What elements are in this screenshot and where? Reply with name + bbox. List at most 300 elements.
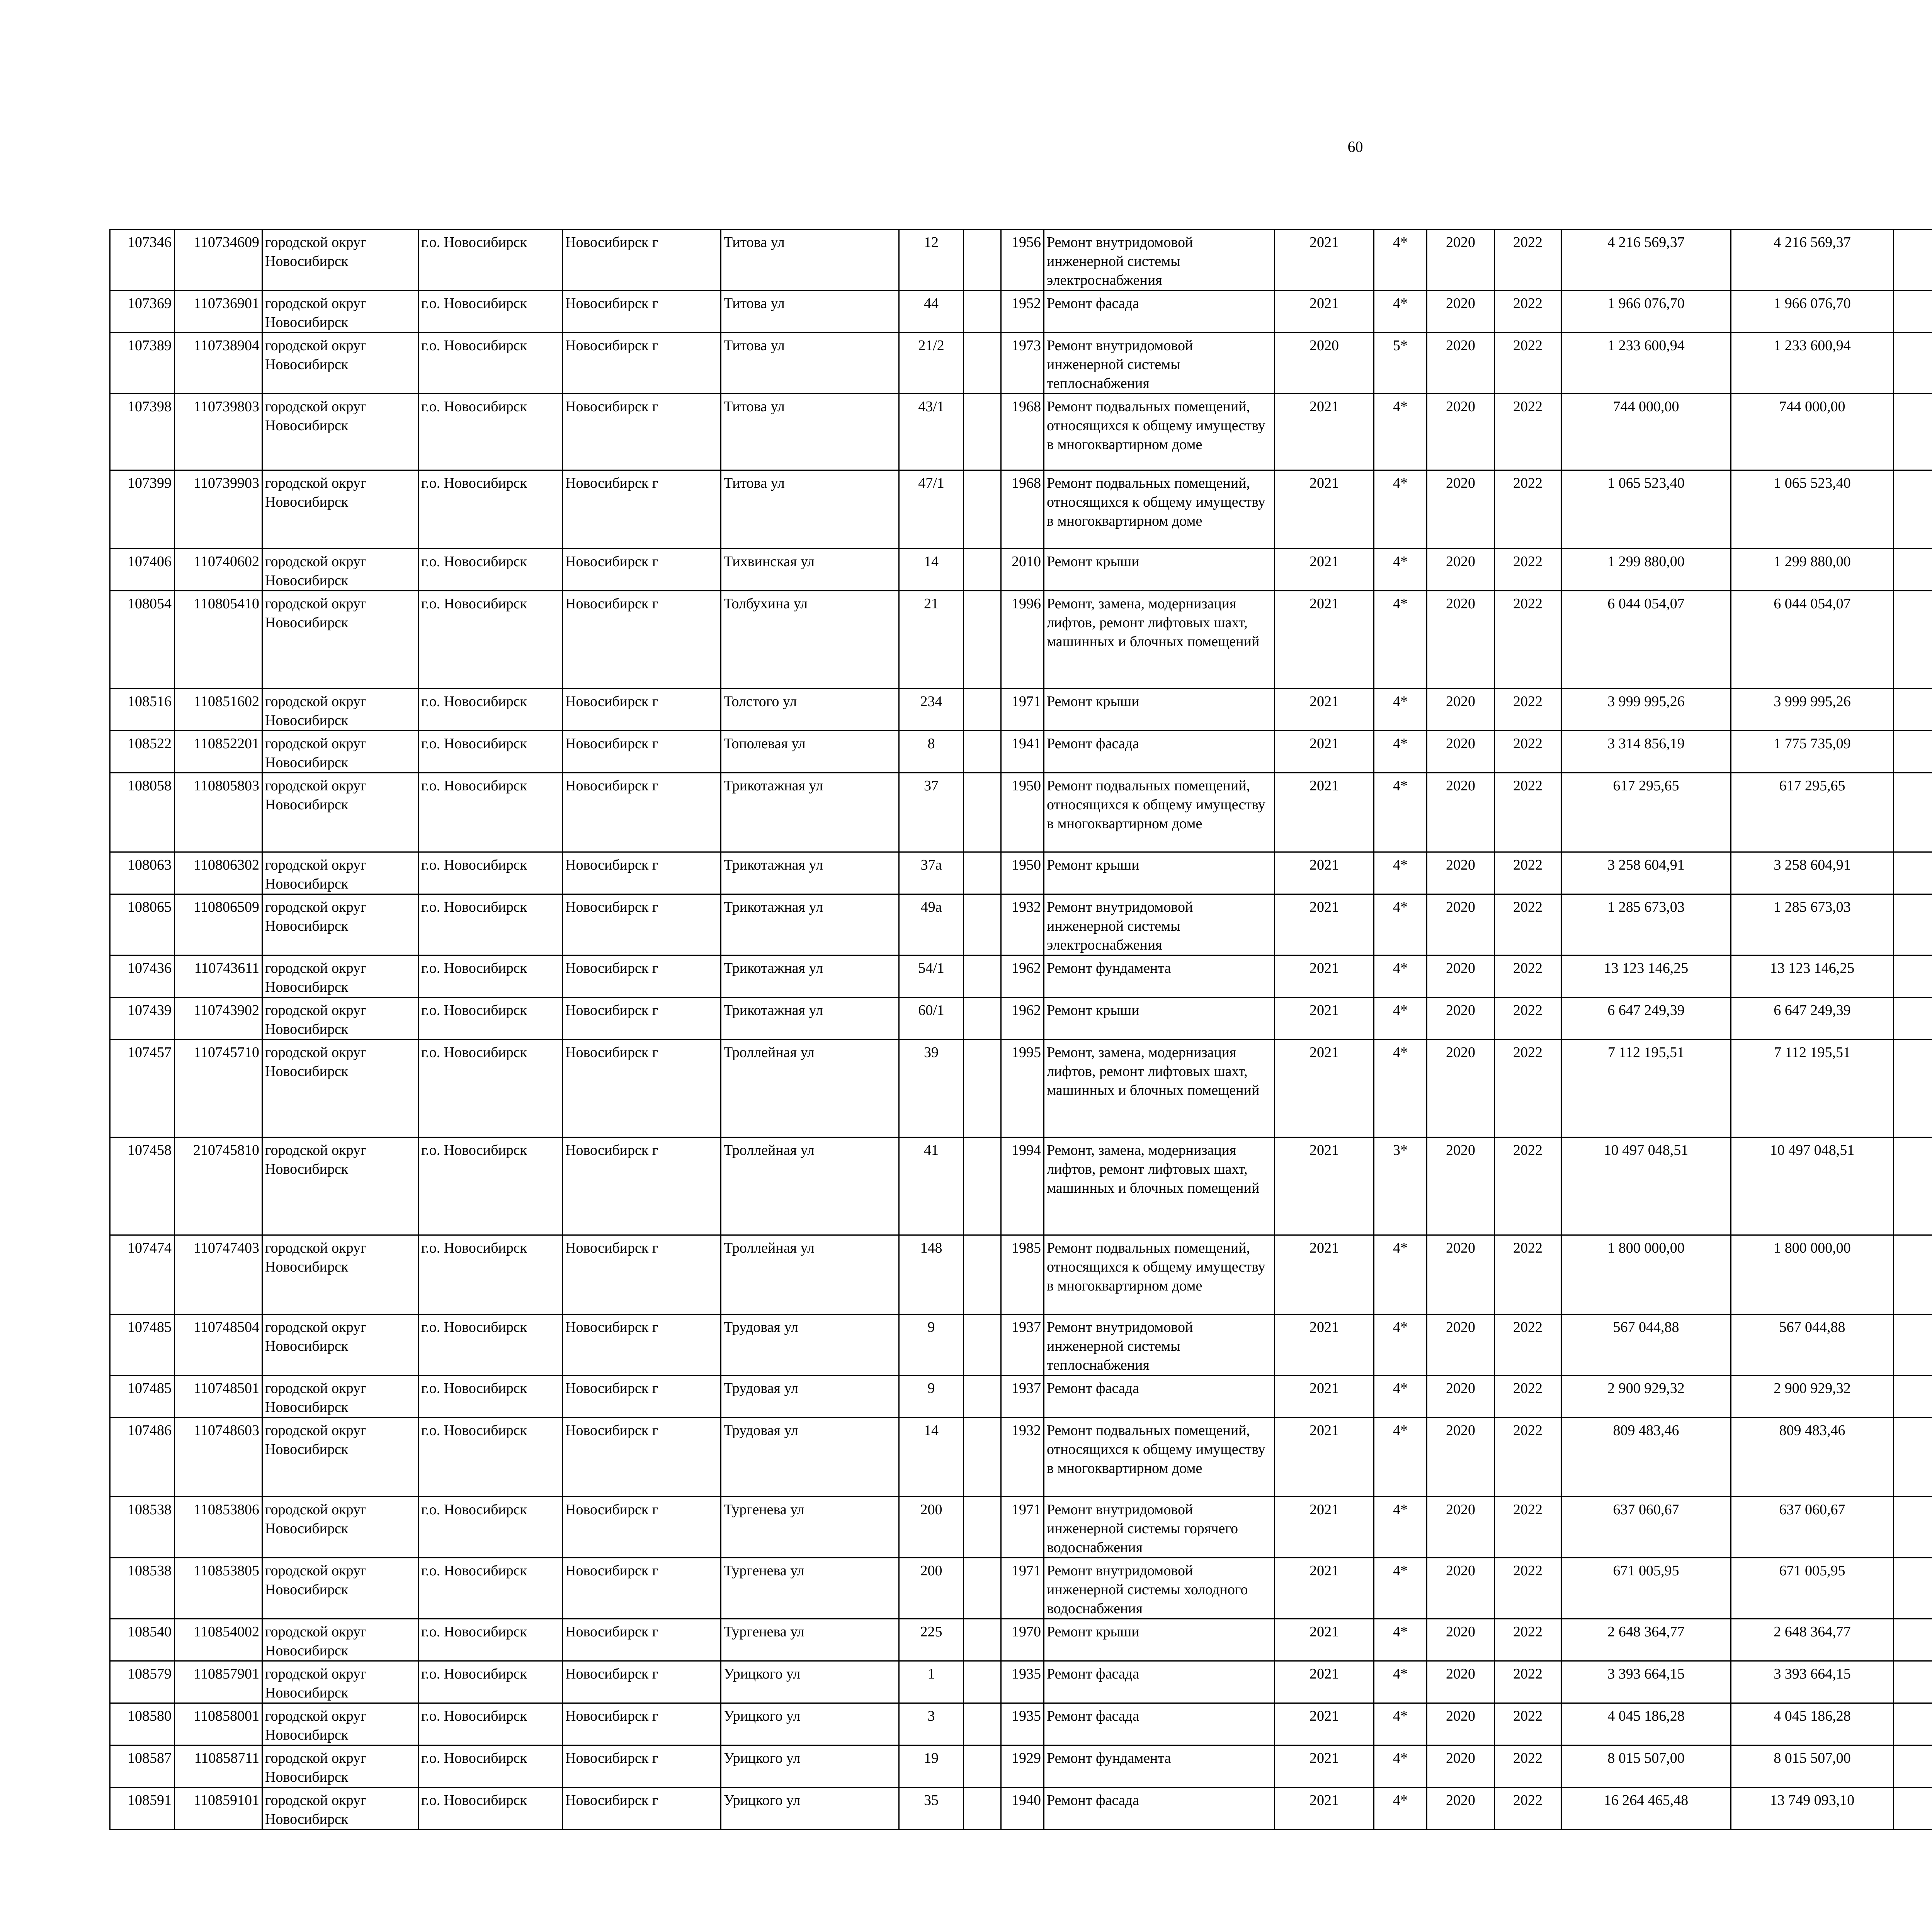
cell-total-cost: 16 264 465,48 [1561,1788,1731,1830]
cell-plan-year: 2021 [1275,1235,1374,1314]
cell-priority: 4* [1374,1314,1427,1376]
cell-year: 1968 [1001,394,1044,470]
cell-priority: 4* [1374,1418,1427,1497]
cell-work-type: Ремонт фундамента [1044,1745,1275,1788]
cell-municipality: городской округ Новосибирск [262,1418,418,1497]
cell-building [964,1788,1001,1830]
cell-uid: 107485 [110,1314,175,1376]
cell-period-start: 2020 [1427,1040,1495,1137]
cell-building [964,291,1001,333]
cell-uid: 107436 [110,955,175,998]
cell-budget-federal [1894,852,1932,894]
cell-house-number: 225 [899,1619,964,1661]
cell-work-type: Ремонт внутридомовой инженерной системы теплоснабжения [1044,333,1275,394]
cell-plan-year: 2021 [1275,1703,1374,1745]
cell-work-type: Ремонт фасада [1044,1661,1275,1703]
cell-house-code: 110853806 [175,1497,262,1558]
cell-plan-year: 2021 [1275,1661,1374,1703]
cell-municipality: городской округ Новосибирск [262,394,418,470]
cell-municipality: городской округ Новосибирск [262,549,418,591]
cell-period-start: 2020 [1427,773,1495,852]
cell-period-end: 2022 [1495,998,1561,1040]
table-row [110,1418,1932,1497]
cell-budget-federal [1894,1745,1932,1788]
cell-municipality: городской округ Новосибирск [262,852,418,894]
page-number: 60 [1347,138,1363,155]
cell-house-number: 14 [899,1418,964,1497]
cell-municipal-short: г.о. Новосибирск [418,1703,563,1745]
cell-priority: 4* [1374,1497,1427,1558]
table-row [110,1703,1932,1745]
cell-period-end: 2022 [1495,1703,1561,1745]
cell-year: 1996 [1001,591,1044,689]
cell-house-number: 9 [899,1376,964,1418]
cell-municipality: городской округ Новосибирск [262,894,418,955]
cell-plan-year: 2021 [1275,1497,1374,1558]
cell-building [964,333,1001,394]
cell-period-start: 2020 [1427,1418,1495,1497]
cell-priority: 4* [1374,1235,1427,1314]
cell-priority: 5* [1374,333,1427,394]
table-row [110,1040,1932,1137]
cell-plan-year: 2021 [1275,1788,1374,1830]
cell-period-end: 2022 [1495,852,1561,894]
cell-total-cost: 1 800 000,00 [1561,1235,1731,1314]
cell-period-start: 2020 [1427,998,1495,1040]
cell-total-cost: 3 393 664,15 [1561,1661,1731,1703]
cell-period-start: 2020 [1427,1314,1495,1376]
cell-municipality: городской округ Новосибирск [262,1788,418,1830]
table-row [110,955,1932,998]
cell-total-cost: 7 112 195,51 [1561,1040,1731,1137]
cell-municipality: городской округ Новосибирск [262,1040,418,1137]
cell-work-type: Ремонт, замена, модернизация лифтов, ремонт лифтовых шахт, машинных и блочных помещений [1044,1137,1275,1235]
cell-period-start: 2020 [1427,689,1495,731]
cell-plan-year: 2021 [1275,1558,1374,1619]
cell-priority: 4* [1374,291,1427,333]
cell-budget-federal [1894,894,1932,955]
cell-fund-cost: 10 497 048,51 [1731,1137,1894,1235]
cell-work-type: Ремонт крыши [1044,852,1275,894]
cell-house-number: 14 [899,549,964,591]
cell-budget-federal [1894,470,1932,549]
cell-house-code: 110858711 [175,1745,262,1788]
cell-house-code: 110805410 [175,591,262,689]
cell-municipal-short: г.о. Новосибирск [418,689,563,731]
cell-building [964,470,1001,549]
cell-period-start: 2020 [1427,955,1495,998]
cell-work-type: Ремонт внутридомовой инженерной системы горячего водоснабжения [1044,1497,1275,1558]
cell-uid: 108065 [110,894,175,955]
cell-municipal-short: г.о. Новосибирск [418,1745,563,1788]
table-row [110,1558,1932,1619]
cell-priority: 4* [1374,549,1427,591]
cell-period-start: 2020 [1427,894,1495,955]
cell-municipality: городской округ Новосибирск [262,773,418,852]
cell-fund-cost: 6 044 054,07 [1731,591,1894,689]
cell-house-number: 1 [899,1661,964,1703]
cell-work-type: Ремонт крыши [1044,689,1275,731]
cell-settlement: Новосибирск г [563,1137,721,1235]
cell-municipal-short: г.о. Новосибирск [418,230,563,291]
cell-municipality: городской округ Новосибирск [262,1703,418,1745]
cell-house-number: 37а [899,852,964,894]
cell-year: 1952 [1001,291,1044,333]
cell-municipal-short: г.о. Новосибирск [418,591,563,689]
cell-building [964,852,1001,894]
cell-municipality: городской округ Новосибирск [262,1235,418,1314]
cell-building [964,1558,1001,1619]
table-row [110,998,1932,1040]
cell-fund-cost: 567 044,88 [1731,1314,1894,1376]
cell-street: Титова ул [721,291,899,333]
cell-municipality: городской округ Новосибирск [262,591,418,689]
cell-building [964,1137,1001,1235]
cell-house-code: 110743611 [175,955,262,998]
cell-settlement: Новосибирск г [563,1376,721,1418]
cell-work-type: Ремонт фасада [1044,1376,1275,1418]
cell-work-type: Ремонт подвальных помещений, относящихся к общему имуществу в многоквартирном доме [1044,773,1275,852]
cell-house-code: 210745810 [175,1137,262,1235]
cell-year: 1950 [1001,773,1044,852]
cell-plan-year: 2021 [1275,1314,1374,1376]
cell-municipality: городской округ Новосибирск [262,230,418,291]
cell-building [964,998,1001,1040]
cell-plan-year: 2021 [1275,773,1374,852]
cell-year: 1956 [1001,230,1044,291]
cell-house-code: 110857901 [175,1661,262,1703]
cell-settlement: Новосибирск г [563,689,721,731]
cell-municipal-short: г.о. Новосибирск [418,852,563,894]
cell-fund-cost: 13 749 093,10 [1731,1788,1894,1830]
cell-budget-federal [1894,689,1932,731]
cell-period-start: 2020 [1427,1703,1495,1745]
cell-street: Трикотажная ул [721,955,899,998]
cell-house-number: 3 [899,1703,964,1745]
cell-plan-year: 2021 [1275,731,1374,773]
cell-house-code: 110806509 [175,894,262,955]
cell-priority: 4* [1374,230,1427,291]
cell-street: Толстого ул [721,689,899,731]
table-row [110,394,1932,470]
cell-work-type: Ремонт фасада [1044,1703,1275,1745]
cell-house-code: 110738904 [175,333,262,394]
cell-year: 1940 [1001,1788,1044,1830]
cell-street: Трудовая ул [721,1314,899,1376]
cell-work-type: Ремонт внутридомовой инженерной системы теплоснабжения [1044,1314,1275,1376]
cell-work-type: Ремонт крыши [1044,1619,1275,1661]
cell-uid: 108579 [110,1661,175,1703]
cell-period-start: 2020 [1427,1745,1495,1788]
cell-house-number: 234 [899,689,964,731]
cell-year: 1937 [1001,1376,1044,1418]
cell-budget-federal [1894,549,1932,591]
cell-period-start: 2020 [1427,1788,1495,1830]
cell-house-number: 200 [899,1558,964,1619]
cell-street: Толбухина ул [721,591,899,689]
cell-period-end: 2022 [1495,333,1561,394]
cell-house-code: 110743902 [175,998,262,1040]
cell-year: 1937 [1001,1314,1044,1376]
cell-fund-cost: 4 216 569,37 [1731,230,1894,291]
cell-fund-cost: 3 999 995,26 [1731,689,1894,731]
cell-year: 1962 [1001,998,1044,1040]
cell-uid: 107474 [110,1235,175,1314]
cell-period-end: 2022 [1495,1661,1561,1703]
cell-period-end: 2022 [1495,773,1561,852]
cell-street: Титова ул [721,470,899,549]
cell-building [964,1619,1001,1661]
cell-house-code: 110739803 [175,394,262,470]
cell-municipal-short: г.о. Новосибирск [418,894,563,955]
cell-period-start: 2020 [1427,1558,1495,1619]
cell-period-start: 2020 [1427,1376,1495,1418]
cell-budget-federal [1894,773,1932,852]
cell-priority: 4* [1374,894,1427,955]
cell-uid: 108538 [110,1497,175,1558]
cell-plan-year: 2021 [1275,1376,1374,1418]
cell-settlement: Новосибирск г [563,394,721,470]
cell-street: Урицкого ул [721,1661,899,1703]
cell-priority: 4* [1374,1788,1427,1830]
cell-settlement: Новосибирск г [563,852,721,894]
cell-uid: 108538 [110,1558,175,1619]
cell-period-end: 2022 [1495,470,1561,549]
cell-year: 1968 [1001,470,1044,549]
cell-building [964,1376,1001,1418]
cell-uid: 108580 [110,1703,175,1745]
cell-total-cost: 567 044,88 [1561,1314,1731,1376]
cell-year: 1971 [1001,1558,1044,1619]
table-row [110,470,1932,549]
cell-total-cost: 3 258 604,91 [1561,852,1731,894]
cell-building [964,1745,1001,1788]
cell-building [964,1040,1001,1137]
cell-uid: 107398 [110,394,175,470]
cell-settlement: Новосибирск г [563,998,721,1040]
cell-street: Троллейная ул [721,1137,899,1235]
cell-house-number: 8 [899,731,964,773]
cell-budget-federal [1894,1040,1932,1137]
cell-priority: 4* [1374,591,1427,689]
cell-street: Урицкого ул [721,1703,899,1745]
cell-year: 1985 [1001,1235,1044,1314]
cell-house-number: 200 [899,1497,964,1558]
cell-house-code: 110745710 [175,1040,262,1137]
cell-period-end: 2022 [1495,549,1561,591]
cell-fund-cost: 4 045 186,28 [1731,1703,1894,1745]
cell-period-start: 2020 [1427,549,1495,591]
cell-period-end: 2022 [1495,689,1561,731]
cell-fund-cost: 1 775 735,09 [1731,731,1894,773]
table-row [110,591,1932,689]
cell-total-cost: 637 060,67 [1561,1497,1731,1558]
cell-fund-cost: 637 060,67 [1731,1497,1894,1558]
cell-house-number: 41 [899,1137,964,1235]
cell-period-start: 2020 [1427,333,1495,394]
cell-house-number: 12 [899,230,964,291]
cell-building [964,549,1001,591]
table-row [110,1497,1932,1558]
cell-house-number: 47/1 [899,470,964,549]
cell-settlement: Новосибирск г [563,1314,721,1376]
cell-year: 1962 [1001,955,1044,998]
cell-total-cost: 1 299 880,00 [1561,549,1731,591]
cell-period-start: 2020 [1427,1661,1495,1703]
cell-budget-federal [1894,591,1932,689]
cell-fund-cost: 8 015 507,00 [1731,1745,1894,1788]
cell-budget-federal [1894,1137,1932,1235]
cell-year: 1995 [1001,1040,1044,1137]
cell-municipal-short: г.о. Новосибирск [418,1661,563,1703]
cell-budget-federal [1894,1314,1932,1376]
cell-period-start: 2020 [1427,1235,1495,1314]
cell-fund-cost: 617 295,65 [1731,773,1894,852]
cell-priority: 4* [1374,773,1427,852]
cell-period-end: 2022 [1495,291,1561,333]
cell-house-number: 21 [899,591,964,689]
cell-plan-year: 2021 [1275,291,1374,333]
cell-house-number: 54/1 [899,955,964,998]
cell-settlement: Новосибирск г [563,1497,721,1558]
cell-house-code: 110748501 [175,1376,262,1418]
cell-year: 1932 [1001,1418,1044,1497]
cell-budget-federal [1894,1497,1932,1558]
cell-settlement: Новосибирск г [563,1703,721,1745]
cell-total-cost: 744 000,00 [1561,394,1731,470]
cell-municipality: городской округ Новосибирск [262,470,418,549]
cell-budget-federal [1894,955,1932,998]
cell-settlement: Новосибирск г [563,333,721,394]
table-row [110,333,1932,394]
cell-total-cost: 671 005,95 [1561,1558,1731,1619]
cell-municipal-short: г.о. Новосибирск [418,998,563,1040]
cell-building [964,731,1001,773]
cell-street: Тургенева ул [721,1619,899,1661]
cell-work-type: Ремонт крыши [1044,998,1275,1040]
cell-municipality: городской округ Новосибирск [262,333,418,394]
cell-uid: 108063 [110,852,175,894]
cell-street: Тургенева ул [721,1558,899,1619]
cell-year: 1971 [1001,1497,1044,1558]
cell-street: Трикотажная ул [721,852,899,894]
cell-house-number: 9 [899,1314,964,1376]
cell-total-cost: 6 647 249,39 [1561,998,1731,1040]
cell-priority: 4* [1374,1040,1427,1137]
cell-municipal-short: г.о. Новосибирск [418,549,563,591]
cell-plan-year: 2021 [1275,689,1374,731]
cell-street: Трикотажная ул [721,773,899,852]
cell-municipality: городской округ Новосибирск [262,1661,418,1703]
cell-period-end: 2022 [1495,1788,1561,1830]
cell-priority: 4* [1374,955,1427,998]
cell-house-code: 110748603 [175,1418,262,1497]
cell-priority: 4* [1374,470,1427,549]
cell-house-code: 110852201 [175,731,262,773]
cell-period-end: 2022 [1495,1619,1561,1661]
cell-uid: 108058 [110,773,175,852]
cell-municipality: городской округ Новосибирск [262,1376,418,1418]
cell-street: Тополевая ул [721,731,899,773]
cell-work-type: Ремонт внутридомовой инженерной системы холодного водоснабжения [1044,1558,1275,1619]
cell-building [964,689,1001,731]
cell-settlement: Новосибирск г [563,1040,721,1137]
cell-work-type: Ремонт подвальных помещений, относящихся к общему имуществу в многоквартирном доме [1044,1235,1275,1314]
table-row [110,1137,1932,1235]
cell-house-number: 148 [899,1235,964,1314]
cell-year: 1971 [1001,689,1044,731]
cell-year: 1935 [1001,1661,1044,1703]
table-row [110,1661,1932,1703]
cell-year: 1950 [1001,852,1044,894]
cell-municipal-short: г.о. Новосибирск [418,1497,563,1558]
cell-municipal-short: г.о. Новосибирск [418,291,563,333]
cell-building [964,1235,1001,1314]
cell-period-start: 2020 [1427,852,1495,894]
cell-uid: 108591 [110,1788,175,1830]
cell-fund-cost: 1 233 600,94 [1731,333,1894,394]
cell-uid: 107389 [110,333,175,394]
cell-street: Трудовая ул [721,1418,899,1497]
cell-municipal-short: г.о. Новосибирск [418,1137,563,1235]
cell-settlement: Новосибирск г [563,591,721,689]
cell-period-start: 2020 [1427,591,1495,689]
cell-total-cost: 1 285 673,03 [1561,894,1731,955]
cell-priority: 4* [1374,1619,1427,1661]
cell-municipal-short: г.о. Новосибирск [418,1418,563,1497]
cell-building [964,1314,1001,1376]
table-row [110,773,1932,852]
cell-fund-cost: 671 005,95 [1731,1558,1894,1619]
cell-municipal-short: г.о. Новосибирск [418,470,563,549]
cell-budget-federal [1894,1619,1932,1661]
cell-work-type: Ремонт, замена, модернизация лифтов, ремонт лифтовых шахт, машинных и блочных помещений [1044,1040,1275,1137]
cell-uid: 108587 [110,1745,175,1788]
cell-total-cost: 2 648 364,77 [1561,1619,1731,1661]
cell-plan-year: 2021 [1275,998,1374,1040]
cell-period-end: 2022 [1495,1418,1561,1497]
cell-street: Трикотажная ул [721,998,899,1040]
cell-settlement: Новосибирск г [563,230,721,291]
cell-uid: 108516 [110,689,175,731]
table-row [110,1788,1932,1830]
cell-settlement: Новосибирск г [563,1619,721,1661]
cell-period-end: 2022 [1495,731,1561,773]
cell-house-code: 110748504 [175,1314,262,1376]
cell-total-cost: 3 314 856,19 [1561,731,1731,773]
cell-priority: 4* [1374,1745,1427,1788]
cell-fund-cost: 2 900 929,32 [1731,1376,1894,1418]
cell-priority: 4* [1374,689,1427,731]
cell-period-start: 2020 [1427,1619,1495,1661]
cell-period-start: 2020 [1427,1497,1495,1558]
cell-settlement: Новосибирск г [563,549,721,591]
cell-priority: 4* [1374,1661,1427,1703]
cell-uid: 107457 [110,1040,175,1137]
cell-plan-year: 2021 [1275,549,1374,591]
cell-fund-cost: 6 647 249,39 [1731,998,1894,1040]
cell-fund-cost: 1 065 523,40 [1731,470,1894,549]
cell-house-number: 60/1 [899,998,964,1040]
cell-municipality: городской округ Новосибирск [262,731,418,773]
cell-settlement: Новосибирск г [563,1788,721,1830]
cell-priority: 3* [1374,1137,1427,1235]
cell-house-code: 110740602 [175,549,262,591]
cell-year: 1941 [1001,731,1044,773]
cell-uid: 108522 [110,731,175,773]
cell-period-end: 2022 [1495,591,1561,689]
cell-plan-year: 2021 [1275,955,1374,998]
